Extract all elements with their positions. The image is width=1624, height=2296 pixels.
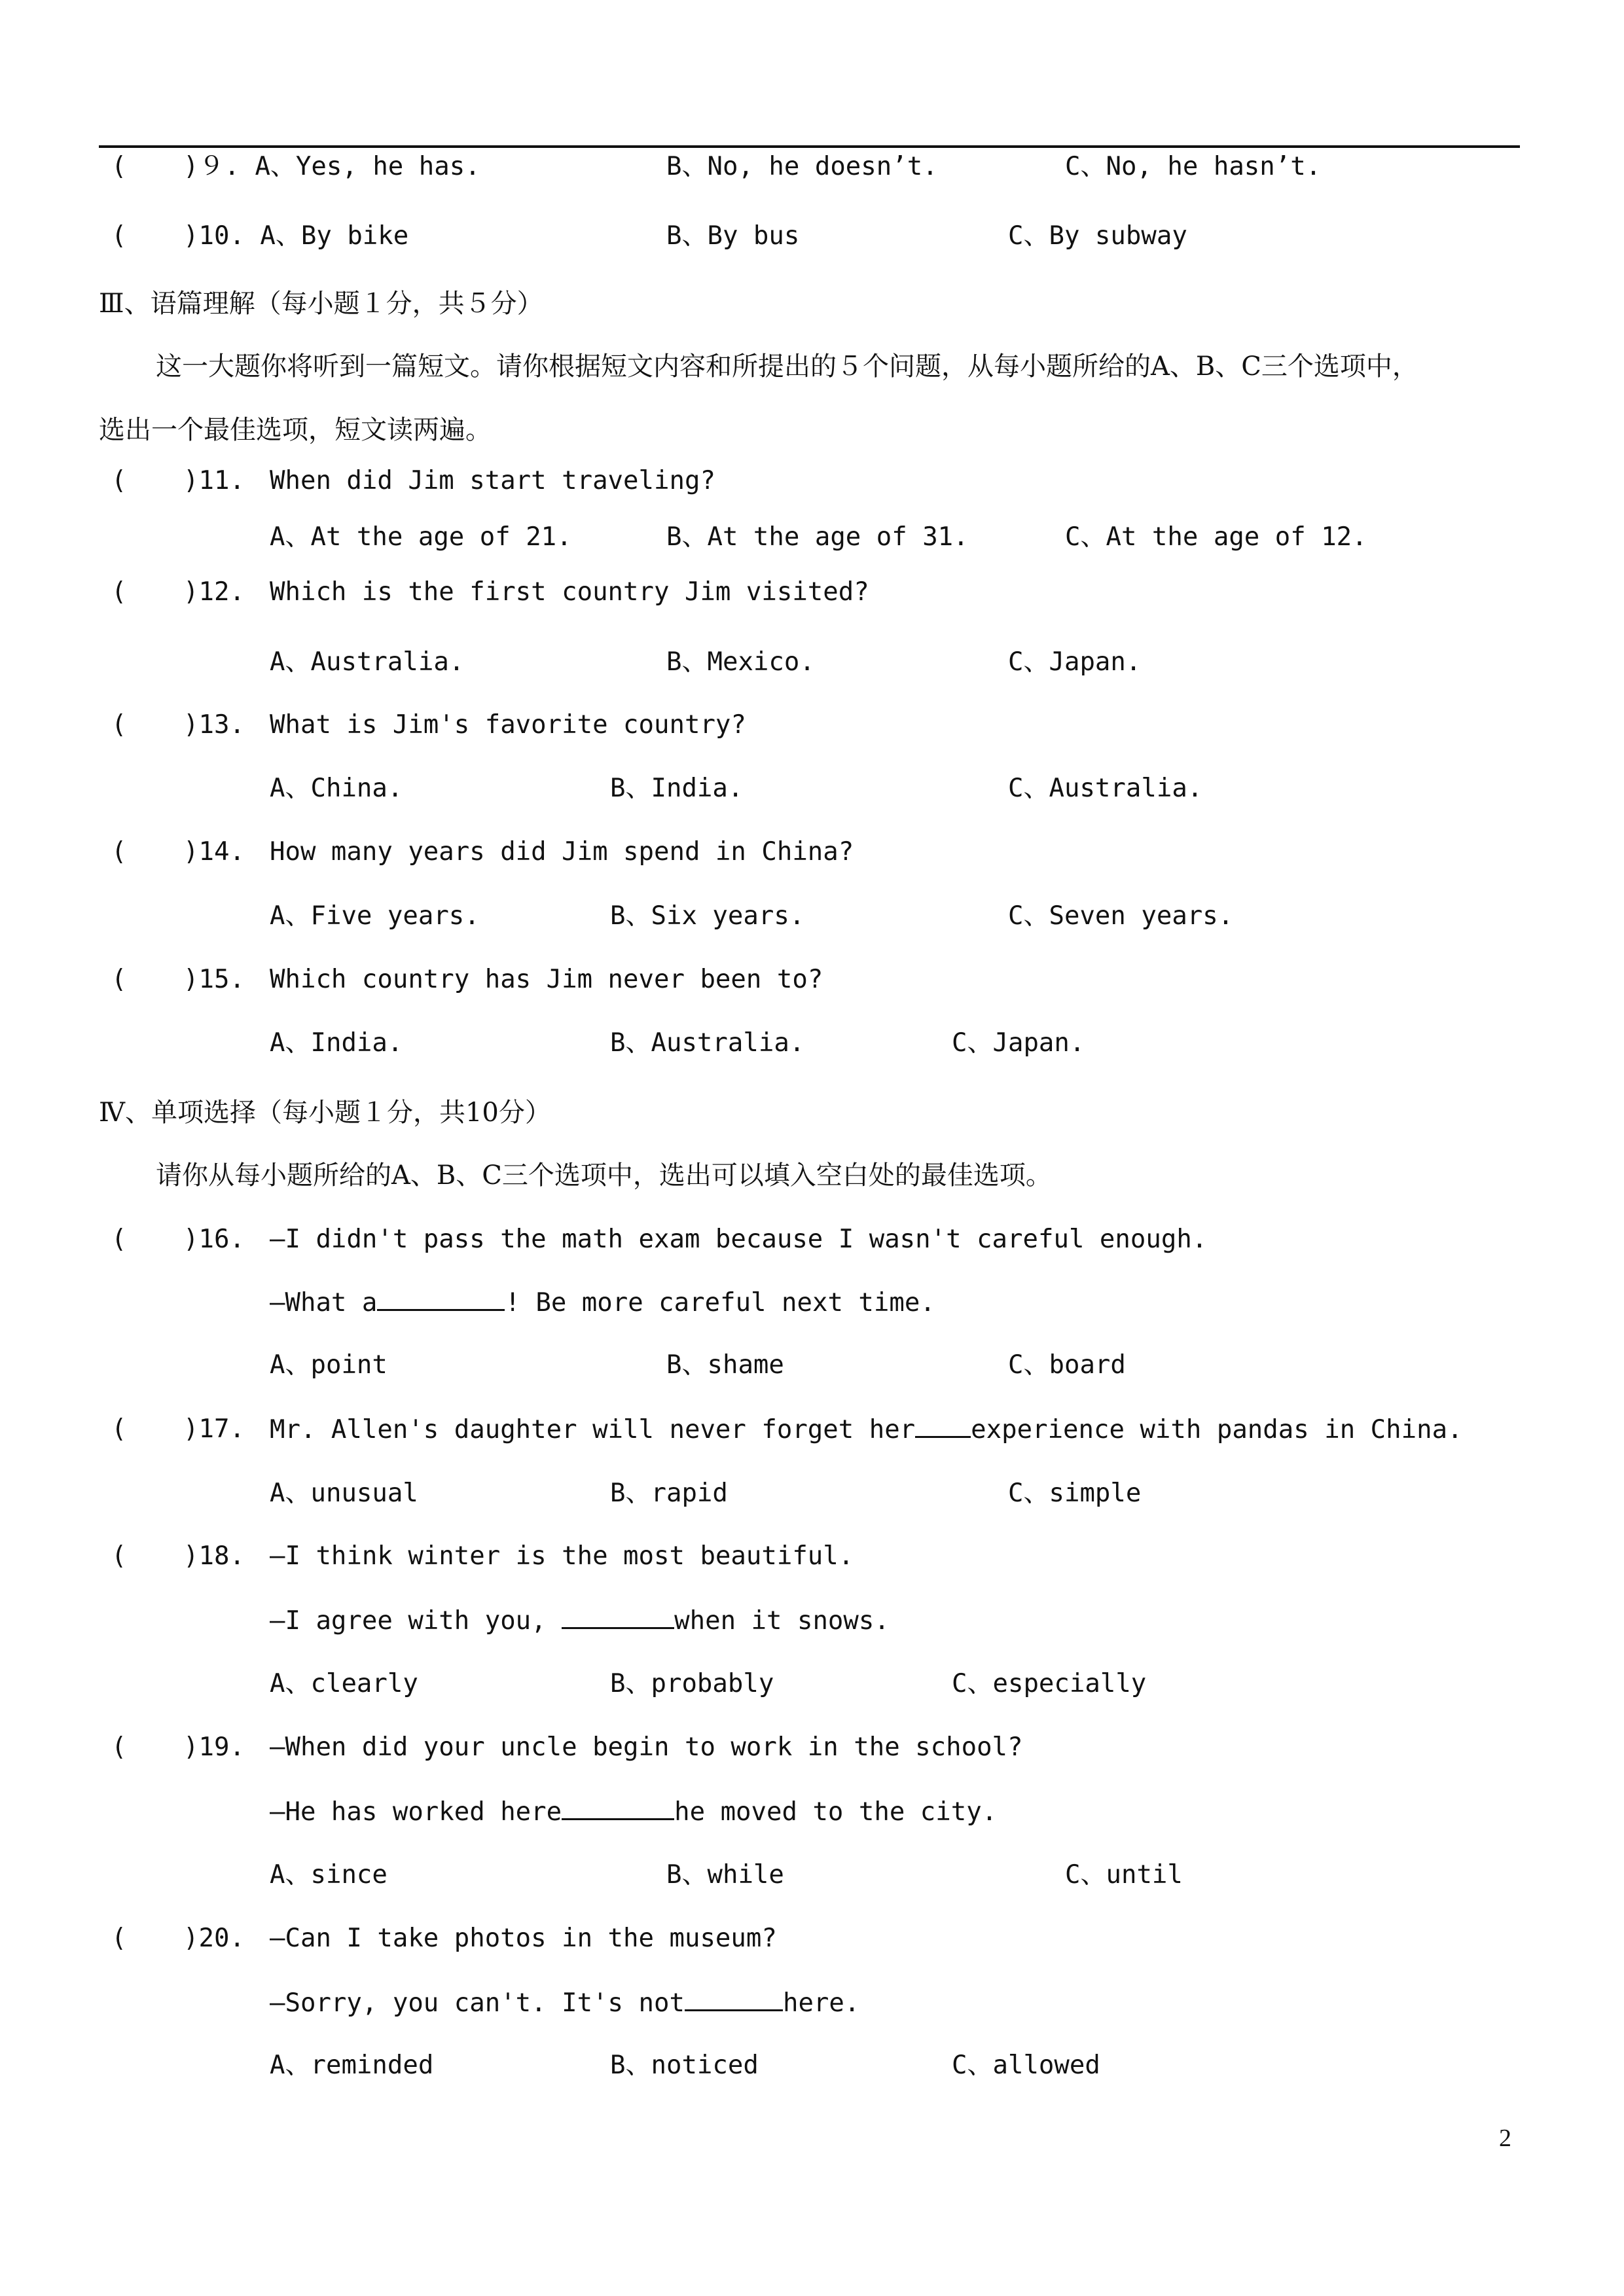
section-heading: Ⅳ、单项选择（每小题１分，共10分） [99, 1098, 551, 1128]
question-number: )11. [183, 466, 245, 495]
option-b: B、rapid [610, 1479, 728, 1508]
question-number: )15. [183, 965, 245, 994]
line-text: Mr. Allen's daughter will never forget her [270, 1415, 916, 1444]
option-b: B、Six years. [610, 901, 805, 931]
option-c: C、No, he hasn’t. [1065, 152, 1322, 181]
question-number: )13. [183, 710, 245, 740]
line-text: —What a [270, 1288, 378, 1318]
question-text: —Can I take photos in the museum? [270, 1924, 777, 1953]
answer-paren: ( [111, 1541, 127, 1571]
question-number: )16. [183, 1225, 245, 1254]
option-c: C、By subway [1008, 221, 1187, 251]
option-c: C、Australia. [1008, 774, 1203, 803]
option-b: B、India. [610, 774, 744, 803]
option-c: C、Japan. [952, 1028, 1085, 1058]
option-c: C、especially [952, 1669, 1147, 1698]
question-number: )14. [183, 837, 245, 867]
option-b: B、By bus [666, 221, 800, 251]
question-number: )20. [183, 1924, 245, 1953]
question-text: How many years did Jim spend in China? [270, 837, 854, 867]
question-number: )12. [183, 577, 245, 607]
option-c: C、Japan. [1008, 647, 1142, 677]
answer-paren: ( [111, 965, 127, 994]
option-b: B、shame [666, 1350, 784, 1380]
option-b: B、probably [610, 1669, 774, 1698]
question-text: —I think winter is the most beautiful. [270, 1541, 854, 1571]
question-text: Which country has Jim never been to? [270, 965, 823, 994]
line-text: —He has worked here [270, 1797, 562, 1827]
section-heading: Ⅲ、语篇理解（每小题１分，共５分） [99, 289, 543, 319]
question-number: )19. [183, 1732, 245, 1762]
question-text [270, 1416, 1463, 1443]
answer-paren: ( [111, 837, 127, 867]
answer-paren: ( [111, 1924, 127, 1953]
option-c: C、At the age of 12. [1065, 522, 1367, 552]
answer-paren: ( [111, 710, 127, 740]
option-c: C、board [1008, 1350, 1126, 1380]
option-a: A、China. [270, 774, 403, 803]
dialogue-line [270, 1607, 890, 1634]
answer-blank [915, 1416, 971, 1438]
option-c: C、until [1065, 1860, 1183, 1890]
answer-paren: ( [111, 221, 127, 251]
line-text: ! Be more careful next time. [505, 1288, 935, 1318]
answer-paren: ( [111, 1414, 127, 1444]
option-b: B、Australia. [610, 1028, 805, 1058]
question-number: )10. A、By bike [183, 221, 409, 251]
question-number: )17. [183, 1414, 245, 1444]
line-text: —Sorry, you can't. It's not [270, 1988, 685, 2018]
option-a: A、clearly [270, 1669, 418, 1698]
option-c: C、simple [1008, 1479, 1142, 1508]
page-number: 2 [1499, 2125, 1511, 2152]
line-text: when it snows. [674, 1606, 890, 1636]
option-c: C、allowed [952, 2051, 1100, 2080]
question-number: )18. [183, 1541, 245, 1571]
option-a: A、At the age of 21. [270, 522, 572, 552]
option-b: B、At the age of 31. [666, 522, 969, 552]
dialogue-line [270, 1799, 997, 1825]
header-rule [99, 145, 1520, 148]
answer-blank [562, 1607, 674, 1629]
answer-paren: ( [111, 1732, 127, 1762]
answer-paren: ( [111, 577, 127, 607]
option-a: A、since [270, 1860, 388, 1890]
option-b: B、No, he doesn’t. [666, 152, 938, 181]
option-a: A、unusual [270, 1479, 418, 1508]
option-a: A、Australia. [270, 647, 465, 677]
option-a: A、reminded [270, 2051, 434, 2080]
section-instruction: 这一大题你将听到一篇短文。请你根据短文内容和所提出的５个问题，从每小题所给的A、B、C三个选项中， [156, 351, 1418, 382]
dialogue-line [270, 1990, 859, 2016]
option-a: A、Five years. [270, 901, 480, 931]
answer-blank [562, 1799, 674, 1820]
answer-paren: ( [111, 466, 127, 495]
line-text: experience with pandas in China. [971, 1415, 1463, 1444]
option-a: A、point [270, 1350, 388, 1380]
answer-paren: ( [111, 152, 127, 181]
answer-blank [377, 1289, 505, 1311]
option-b: B、noticed [610, 2051, 759, 2080]
question-text: What is Jim's favorite country? [270, 710, 746, 740]
option-a: A、India. [270, 1028, 403, 1058]
line-text: —I agree with you, [270, 1606, 562, 1636]
question-text: —I didn't pass the math exam because I wasn't careful enough. [270, 1225, 1208, 1254]
question-text: When did Jim start traveling? [270, 466, 715, 495]
question-text: —When did your uncle begin to work in the school? [270, 1732, 1023, 1762]
answer-paren: ( [111, 1225, 127, 1254]
option-c: C、Seven years. [1008, 901, 1234, 931]
answer-blank [685, 1990, 783, 2011]
line-text: here. [782, 1988, 860, 2018]
dialogue-line [270, 1289, 935, 1316]
option-b: B、Mexico. [666, 647, 815, 677]
section-instruction: 选出一个最佳选项，短文读两遍。 [99, 415, 492, 445]
option-b: B、while [666, 1860, 784, 1890]
question-number: )９. A、Yes, he has. [183, 152, 480, 181]
line-text: he moved to the city. [674, 1797, 998, 1827]
section-instruction: 请你从每小题所给的A、B、C三个选项中，选出可以填入空白处的最佳选项。 [156, 1160, 1052, 1191]
question-text: Which is the first country Jim visited? [270, 577, 869, 607]
